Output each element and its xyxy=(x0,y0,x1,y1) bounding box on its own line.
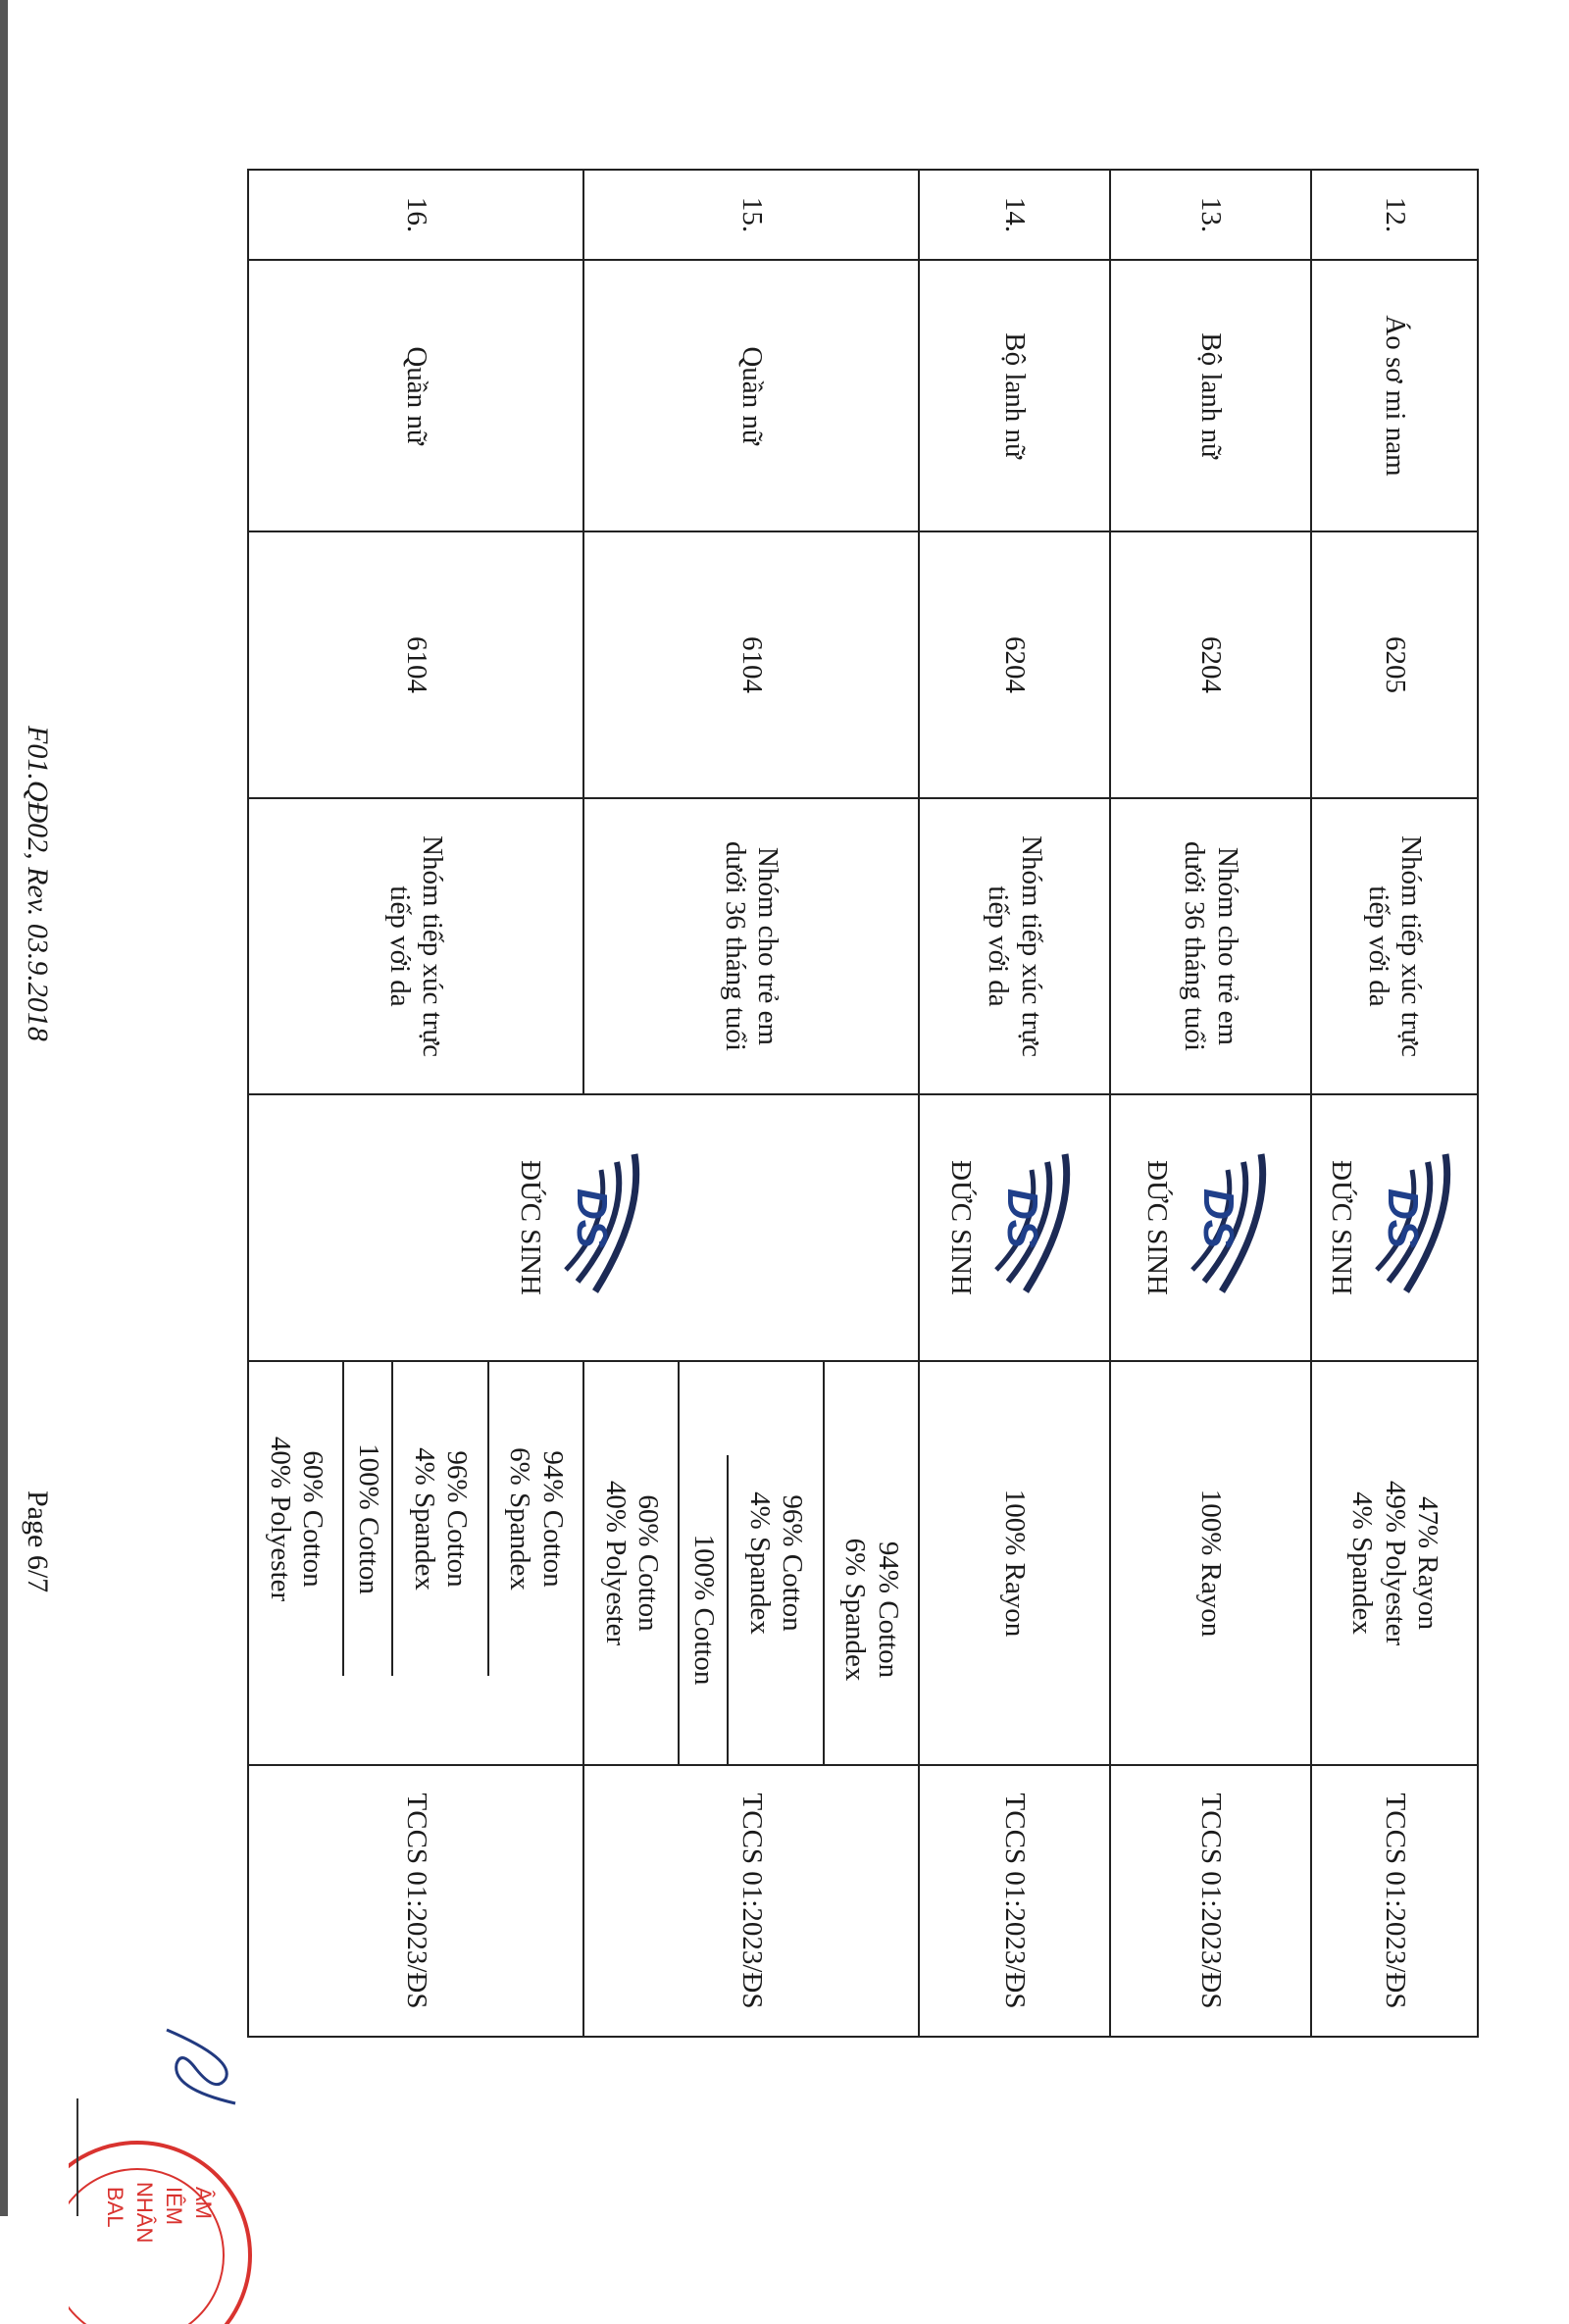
composition-segment xyxy=(729,1362,824,1764)
composition-line: 4% Spandex xyxy=(408,1447,440,1591)
composition-line: 94% Cotton xyxy=(872,1541,904,1679)
ds-logo-icon xyxy=(987,1144,1085,1311)
composition-line: 40% Polyester xyxy=(599,1480,632,1646)
ds-logo-icon xyxy=(556,1144,654,1311)
group-line: dưới 36 tháng tuổi xyxy=(1179,841,1211,1051)
ds-logo-icon xyxy=(1183,1144,1281,1311)
composition-cell xyxy=(919,1361,1110,1765)
svg-text:DS: DS xyxy=(1378,1188,1427,1249)
document-reference: F01.QĐ02, Rev. 03.9.2018 xyxy=(22,726,54,1041)
composition-line: 40% Polyester xyxy=(264,1436,296,1602)
composition-segment xyxy=(680,1455,729,1764)
group-line: Nhóm tiếp xúc trực xyxy=(1015,835,1047,1057)
product-name: Áo sơ mi nam xyxy=(1311,260,1478,531)
logo-cell xyxy=(1311,1094,1478,1361)
hs-code: 6204 xyxy=(919,531,1110,798)
product-group xyxy=(1110,798,1311,1094)
composition-segment xyxy=(344,1362,393,1676)
composition-line: 60% Cotton xyxy=(633,1494,665,1632)
group-line: tiếp với da xyxy=(983,885,1015,1007)
product-name: Quần nữ xyxy=(583,260,919,531)
composition-line: 60% Cotton xyxy=(297,1450,329,1588)
logo-label: ĐỨC SINH xyxy=(514,1160,546,1295)
product-group xyxy=(919,798,1110,1094)
standard: TCCS 01:2023/ĐS xyxy=(1110,1765,1311,2037)
composition-cell xyxy=(1311,1361,1478,1765)
row-number: 12. xyxy=(1311,170,1478,260)
product-name: Quần nữ xyxy=(248,260,583,531)
row-number: 14. xyxy=(919,170,1110,260)
svg-text:ÂM: ÂM xyxy=(191,2187,216,2219)
logo-cell xyxy=(248,1094,919,1361)
composition-segment xyxy=(489,1362,582,1676)
hs-code: 6204 xyxy=(1110,531,1311,798)
hs-code: 6104 xyxy=(583,531,919,798)
group-line: tiếp với da xyxy=(1363,885,1394,1007)
svg-text:BAL: BAL xyxy=(103,2187,127,2228)
ds-logo-icon xyxy=(1367,1144,1465,1311)
logo-label: ĐỨC SINH xyxy=(945,1160,978,1295)
standard: TCCS 01:2023/ĐS xyxy=(248,1765,583,2037)
composition-line: 49% Polyester xyxy=(1379,1480,1411,1646)
logo-label: ĐỨC SINH xyxy=(1325,1160,1357,1295)
group-line: tiếp với da xyxy=(384,885,416,1007)
product-table xyxy=(247,169,1479,2038)
svg-text:DS: DS xyxy=(998,1188,1047,1249)
product-name: Bộ lanh nữ xyxy=(919,260,1110,531)
composition-line: 94% Cotton xyxy=(536,1450,569,1588)
product-group xyxy=(248,798,583,1094)
page-number: Page 6/7 xyxy=(22,1490,54,1593)
composition-line: 96% Cotton xyxy=(777,1494,809,1632)
standard: TCCS 01:2023/ĐS xyxy=(1311,1765,1478,2037)
composition-cell xyxy=(1110,1361,1311,1765)
composition-segment xyxy=(825,1455,918,1764)
logo-cell xyxy=(1110,1094,1311,1361)
composition-segment xyxy=(393,1362,488,1676)
composition-line: 6% Spandex xyxy=(504,1447,536,1591)
svg-text:DS: DS xyxy=(567,1188,616,1249)
composition-line: 100% Rayon xyxy=(999,1489,1032,1638)
table-row xyxy=(1311,170,1478,2037)
group-line: dưới 36 tháng tuổi xyxy=(720,841,751,1051)
composition-cell xyxy=(583,1361,919,1765)
composition-line: 96% Cotton xyxy=(441,1450,474,1588)
composition-segment xyxy=(584,1362,680,1764)
composition-cell xyxy=(248,1361,583,1765)
composition-line: 4% Spandex xyxy=(1346,1491,1379,1635)
product-name: Bộ lanh nữ xyxy=(1110,260,1311,531)
table-row xyxy=(583,170,919,2037)
table-row xyxy=(1110,170,1311,2037)
table-row xyxy=(919,170,1110,2037)
composition-line: 100% Cotton xyxy=(352,1443,384,1594)
svg-text:IÊM: IÊM xyxy=(162,2187,186,2226)
product-group xyxy=(1311,798,1478,1094)
composition-line: 100% Rayon xyxy=(1195,1489,1228,1638)
group-line: Nhóm tiếp xúc trực xyxy=(1395,835,1428,1057)
composition-line: 4% Spandex xyxy=(743,1491,776,1635)
svg-text:NHÂN: NHÂN xyxy=(132,2182,157,2244)
logo-label: ĐỨC SINH xyxy=(1141,1160,1174,1295)
composition-line: 6% Spandex xyxy=(839,1538,872,1682)
group-line: Nhóm cho trẻ em xyxy=(1211,846,1243,1046)
logo-cell xyxy=(919,1094,1110,1361)
hs-code: 6205 xyxy=(1311,531,1478,798)
row-number: 15. xyxy=(583,170,919,260)
standard: TCCS 01:2023/ĐS xyxy=(583,1765,919,2037)
stamp-icon xyxy=(69,2128,265,2324)
composition-line: 47% Rayon xyxy=(1412,1495,1444,1631)
composition-segment xyxy=(249,1362,344,1676)
group-line: Nhóm cho trẻ em xyxy=(752,846,784,1046)
standard: TCCS 01:2023/ĐS xyxy=(919,1765,1110,2037)
row-number: 16. xyxy=(248,170,583,260)
page-rule xyxy=(76,2098,78,2216)
product-group xyxy=(583,798,919,1094)
row-number: 13. xyxy=(1110,170,1311,260)
composition-line: 100% Cotton xyxy=(687,1534,720,1686)
signature-icon xyxy=(147,2010,255,2118)
hs-code: 6104 xyxy=(248,531,583,798)
svg-text:DS: DS xyxy=(1194,1188,1243,1249)
group-line: Nhóm tiếp xúc trực xyxy=(417,835,449,1057)
